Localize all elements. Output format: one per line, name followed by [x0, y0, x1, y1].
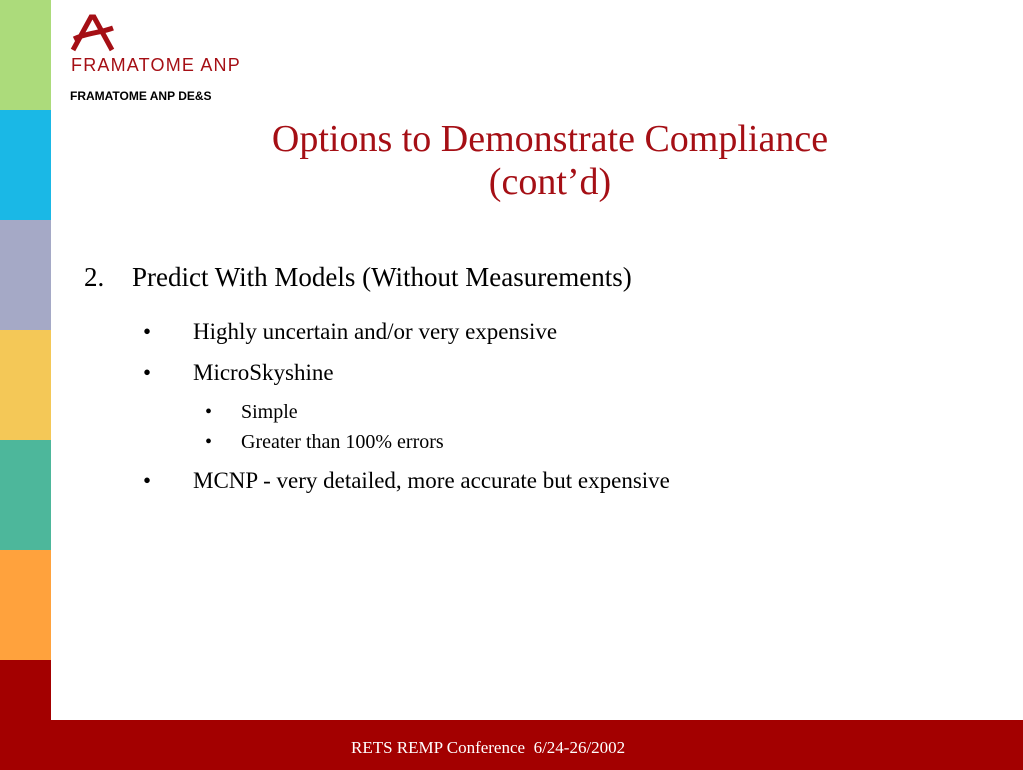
- stripe-yellow: [0, 330, 51, 440]
- sub-bullet-text: Greater than 100% errors: [241, 431, 444, 453]
- title-line-2: (cont’d): [488, 161, 612, 203]
- heading-number: 2.: [84, 262, 105, 292]
- bullet-dot: •: [143, 360, 152, 385]
- title-line-1: Options to Demonstrate Compliance: [271, 118, 829, 160]
- stripe-orange: [0, 550, 51, 660]
- list-item: [143, 360, 334, 386]
- logo-wordmark: FRAMATOME ANP: [71, 55, 241, 75]
- sub-list-item: [205, 431, 444, 454]
- bullet-dot: •: [143, 468, 152, 493]
- division-label: FRAMATOME ANP DE&S: [70, 89, 212, 103]
- heading-text: Predict With Models (Without Measurements): [132, 262, 632, 292]
- sub-list-item: [205, 401, 298, 424]
- slide-title: [150, 118, 950, 204]
- bullet-text: MicroSkyshine: [193, 360, 334, 385]
- color-stripe-sidebar: [0, 0, 51, 720]
- stripe-red: [0, 660, 51, 721]
- sub-bullet-dot: •: [205, 431, 213, 453]
- stripe-lavender: [0, 220, 51, 330]
- stripe-green: [0, 0, 51, 110]
- numbered-heading: [84, 262, 632, 293]
- list-item: [143, 319, 557, 345]
- bullet-text: MCNP - very detailed, more accurate but expensive: [193, 468, 670, 493]
- bullet-dot: •: [143, 319, 152, 344]
- list-item: [143, 468, 670, 494]
- footer-text: RETS REMP Conference 6/24-26/2002: [351, 738, 626, 757]
- bullet-text: Highly uncertain and/or very expensive: [193, 319, 558, 344]
- stripe-teal: [0, 440, 51, 550]
- framatome-logo-icon: [70, 14, 116, 52]
- sub-bullet-text: Simple: [241, 401, 298, 423]
- sub-bullet-dot: •: [205, 401, 213, 423]
- stripe-cyan: [0, 110, 51, 220]
